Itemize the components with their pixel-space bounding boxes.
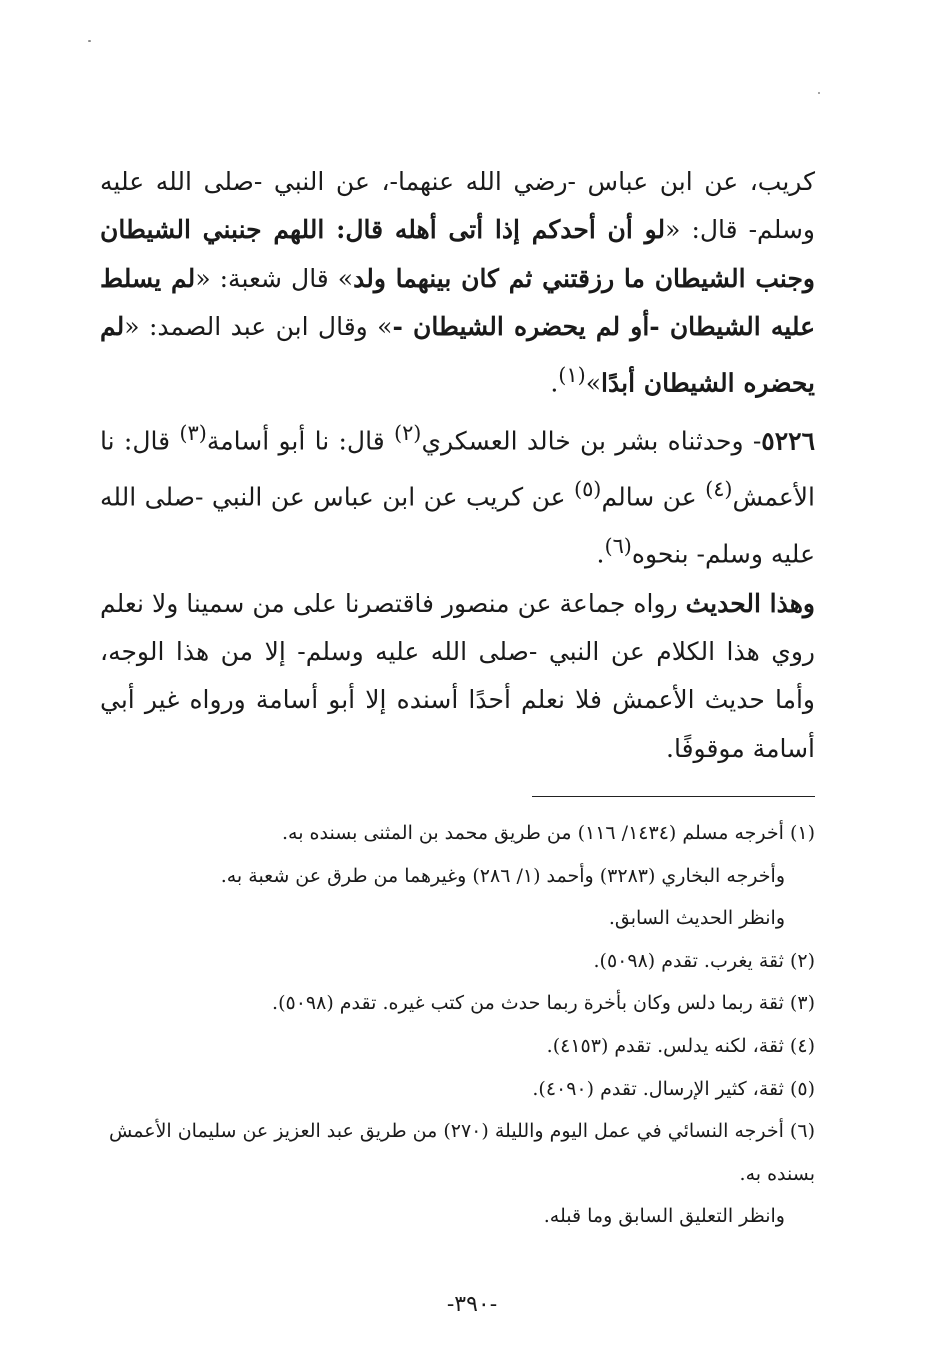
footnote-ref: (٥) [573, 477, 602, 502]
footnote-ref: (٦) [604, 534, 632, 559]
footnote-4: (٤) ثقة، لكنه يدلس. تقدم (٤١٥٣). [546, 1034, 815, 1057]
footnote-2: (٢) ثقة يغرب. تقدم (٥٠٩٨). [593, 949, 815, 972]
commentary-lead: وهذا الحديث [685, 588, 815, 618]
paragraph-commentary: وهذا الحديث رواه جماعة عن منصور فاقتصرنا على من سمينا ولا نعلم روي هذا الكلام عن النبي -صلى الله عليه وسلم- إلا من هذا الوجه، وأما حديث الأعمش فلا نعلم أحدًا أسنده إلا أبو أسامة ورواه غير أبي أسامة موقوفًا. [100, 588, 815, 763]
footnote-ref: (٣) [179, 420, 207, 445]
main-text [100, 158, 815, 773]
footnote-1-continued: وأخرجه البخاري (٣٢٨٣) وأحمد (١/ ٢٨٦) وغيرهما من طرق عن شعبة به. [220, 864, 785, 887]
footnote-ref: (٤) [705, 477, 733, 502]
footnote-ref: (١) [558, 363, 586, 388]
paragraph-hadith-text: كريب، عن ابن عباس -رضي الله عنهما-، عن النبي -صلى الله عليه وسلم- قال: «لو أن أحدكم إذا أتى أهله قال: اللهم جنبني الشيطان وجنب الشيطان ما رزقتني ثم كان بينهما ولد» قال شعبة: «لم يسلط عليه الشيطان -أو لم يحضره الشيطان -» وقال ابن عبد الصمد: «لم يحضره الشيطان أبدًا»$^{(١)}$. [100, 167, 816, 398]
footnote-5: (٥) ثقة، كثير الإرسال. تقدم (٤٠٩٠). [532, 1077, 815, 1100]
scan-speck [88, 40, 91, 42]
footnote-6: (٦) أخرجه النسائي في عمل اليوم والليلة (٢٧٠) من طريق عبد العزيز عن سليمان الأعمش بسنده به. [109, 1120, 815, 1185]
footnote-3: (٣) ثقة ربما دلس وكان بأخرة ربما حدث من كتب غيره. تقدم (٥٠٩٨). [272, 992, 815, 1015]
footnote-6-continued: وانظر التعليق السابق وما قبله. [543, 1205, 785, 1228]
page-number: -٣٩٠- [446, 1292, 498, 1317]
hadith-quote: لو أن أحدكم إذا أتى أهله قال: اللهم جنبني الشيطان وجنب الشيطان ما رزقتني ثم كان بينهما ولد [100, 215, 815, 293]
hadith-quote: لم يسلط عليه الشيطان -أو لم يحضره الشيطان - [100, 263, 816, 341]
footnote-ref: (٢) [393, 420, 422, 445]
hadith-number: ٥٢٢٦ [761, 426, 816, 456]
hadith-quote: لم يحضره الشيطان أبدًا [100, 311, 815, 398]
footnote-separator [532, 796, 815, 797]
scan-speck [818, 92, 820, 94]
footnote-1-continued: وانظر الحديث السابق. [608, 907, 785, 930]
paragraph-hadith-5226: ٥٢٢٦- وحدثناه بشر بن خالد العسكري$^{(٢)}$ قال: نا أبو أسامة$^{(٣)}$ قال: نا الأعمش$^{(٤)}$ عن سالم$^{(٥)}$ عن كريب عن ابن عباس عن النبي -صلى الله عليه وسلم- بنحوه$^{(٦)}$. [100, 420, 816, 569]
footnotes [100, 812, 815, 1238]
footnote-1: (١) أخرجه مسلم (١٤٣٤/ ١١٦) من طريق محمد بن المثنى بسنده به. [282, 822, 815, 844]
